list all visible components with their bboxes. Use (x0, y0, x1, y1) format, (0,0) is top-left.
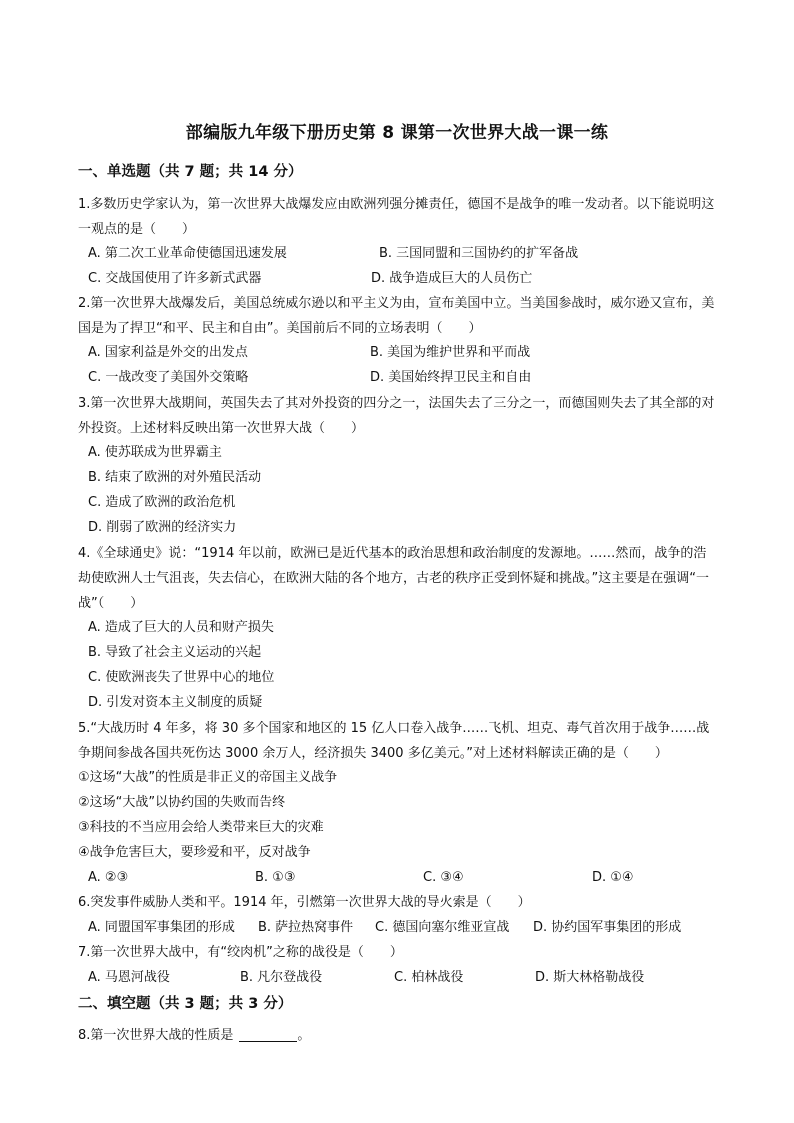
question-7-option-d: D. 斯大林格勒战役 (535, 970, 645, 985)
question-1-option-b: B. 三国同盟和三国协约的扩军备战 (379, 246, 579, 261)
question-7-stem: 7.第一次世界大战中，有“绞肉机”之称的战役是（ ） (78, 945, 403, 960)
question-2-stem: 2.第一次世界大战爆发后，美国总统威尔逊以和平主义为由，宣布美国中立。当美国参战时，威尔逊又宣布，美国是为了捍卫“和平、民主和自由”。美国前后不同的立场表明（ ） (78, 296, 715, 336)
question-5-statement-3: ③科技的不当应用会给人类带来巨大的灾难 (78, 820, 324, 835)
section-heading-fill-in: 二、填空题（共 3 题；共 3 分） (78, 996, 293, 1012)
question-5-statement-2: ②这场“大战”以协约国的失败而告终 (78, 795, 286, 810)
question-6-option-b: B. 萨拉热窝事件 (258, 920, 354, 935)
question-2-option-b: B. 美国为维护世界和平而战 (370, 345, 531, 360)
page-title: 部编版九年级下册历史第 8 课第一次世界大战一课一练 (185, 123, 609, 143)
question-5-option-d: D. ①④ (592, 870, 634, 885)
question-5-option-c: C. ③④ (423, 870, 464, 885)
question-1-option-a: A. 第二次工业革命使德国迅速发展 (88, 246, 287, 261)
question-4-option-a: A. 造成了巨大的人员和财产损失 (88, 620, 274, 635)
question-3-option-c: C. 造成了欧洲的政治危机 (88, 495, 236, 510)
question-1-option-c: C. 交战国使用了许多新式武器 (88, 271, 262, 286)
question-3-option-a: A. 使苏联成为世界霸主 (88, 445, 222, 460)
question-8-end: 。 (297, 1028, 311, 1043)
question-4-option-d: D. 引发对资本主义制度的质疑 (88, 695, 263, 710)
question-8-stem: 8.第一次世界大战的性质是 (78, 1028, 234, 1043)
question-5-statement-4: ④战争危害巨大，要珍爱和平，反对战争 (78, 845, 311, 860)
question-5-stem: 5.“大战历时 4 年多，将 30 多个国家和地区的 15 亿人口卷入战争……飞机、坦克、毒气首次用于战争……战争期间参战各国共死伤达 3000 余万人，经济损失 3400 多亿美元。”对上述材料解读正确的是（ ） (78, 721, 710, 761)
question-2-option-c: C. 一战改变了美国外交策略 (88, 370, 249, 385)
question-2-option-a: A. 国家利益是外交的出发点 (88, 345, 248, 360)
question-6-option-d: D. 协约国军事集团的形成 (533, 920, 682, 935)
answer-blank[interactable] (239, 1027, 297, 1042)
question-7-option-c: C. 柏林战役 (394, 970, 464, 985)
question-4-stem: 4.《全球通史》说：“1914 年以前，欧洲已是近代基本的政治思想和政治制度的发源地。……然而，战争的浩劫使欧洲人士气沮丧，失去信心，在欧洲大陆的各个地方，古老的秩序正受到怀疑和挑战。”这主要是在强调“一战”（ ） (78, 546, 709, 611)
question-6-option-c: C. 德国向塞尔维亚宣战 (375, 920, 510, 935)
question-6-option-a: A. 同盟国军事集团的形成 (88, 920, 235, 935)
question-7-option-b: B. 凡尔登战役 (240, 970, 323, 985)
question-3-option-b: B. 结束了欧洲的对外殖民活动 (88, 470, 262, 485)
question-3-stem: 3.第一次世界大战期间，英国失去了其对外投资的四分之一，法国失去了三分之一，而德国则失去了其全部的对外投资。上述材料反映出第一次世界大战（ ） (78, 396, 715, 436)
section-heading-single-choice: 一、单选题（共 7 题；共 14 分） (78, 164, 303, 180)
question-4-option-c: C. 使欧洲丧失了世界中心的地位 (88, 670, 275, 685)
question-3-option-d: D. 削弱了欧洲的经济实力 (88, 520, 237, 535)
question-1-stem: 1.多数历史学家认为，第一次世界大战爆发应由欧洲列强分摊责任，德国不是战争的唯一发动者。以下能说明这一观点的是（ ） (78, 197, 715, 237)
question-5-option-a: A. ②③ (88, 870, 129, 885)
question-8 (78, 1026, 310, 1046)
question-5-option-b: B. ①③ (255, 870, 296, 885)
question-2-option-d: D. 美国始终捍卫民主和自由 (370, 370, 532, 385)
question-6-stem: 6.突发事件威胁人类和平。1914 年，引燃第一次世界大战的导火索是（ ） (78, 895, 531, 910)
question-7-option-a: A. 马恩河战役 (88, 970, 170, 985)
question-1-option-d: D. 战争造成巨大的人员伤亡 (371, 271, 533, 286)
question-5-statement-1: ①这场“大战”的性质是非正义的帝国主义战争 (78, 770, 338, 785)
question-4-option-b: B. 导致了社会主义运动的兴起 (88, 645, 262, 660)
